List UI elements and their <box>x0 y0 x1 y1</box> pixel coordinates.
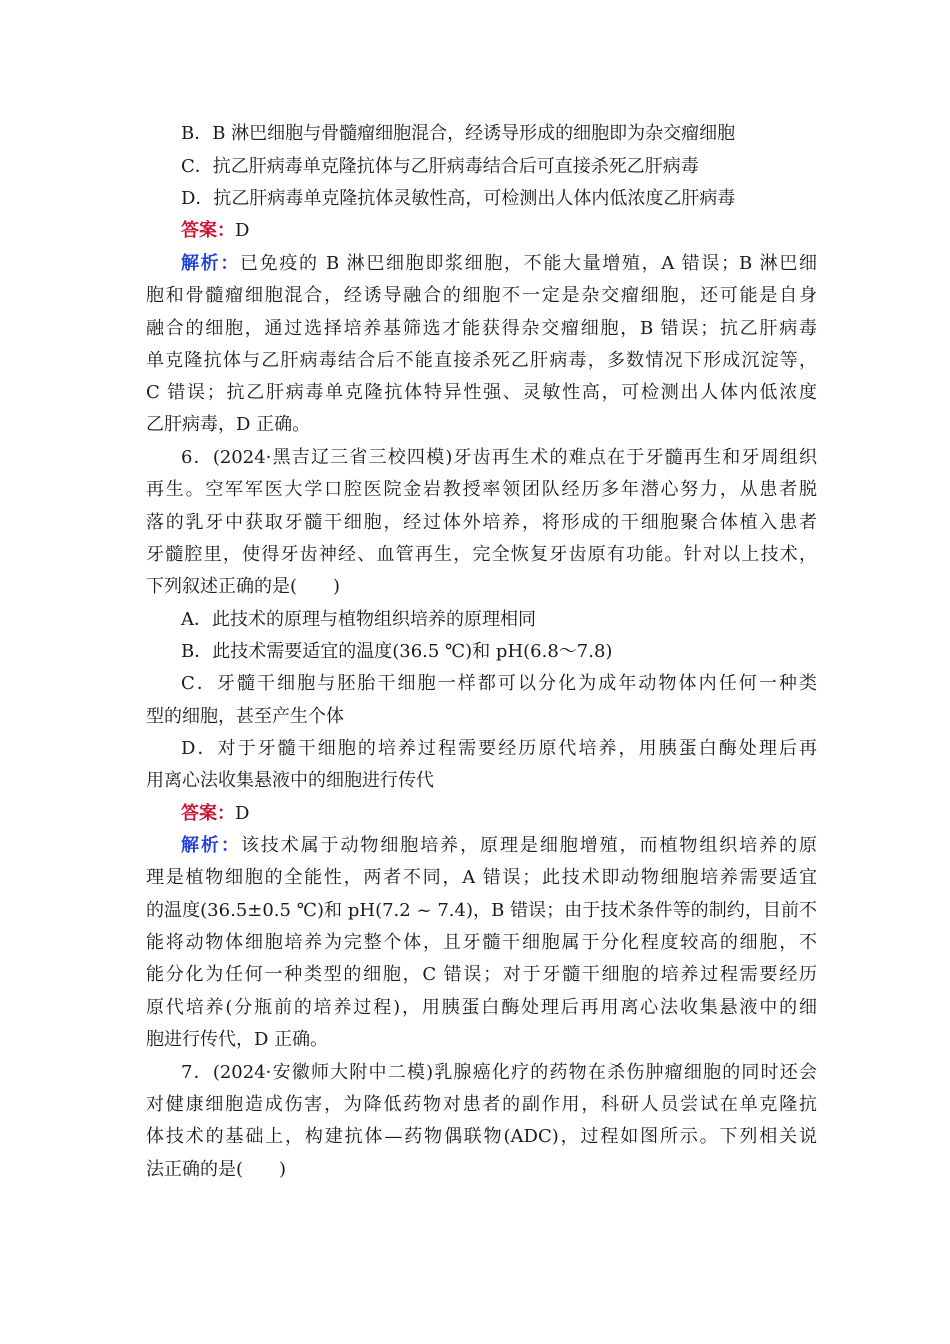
q5-analysis-line: 单克隆抗体与乙肝病毒结合后不能直接杀死乙肝病毒，多数情况下形成沉淀等， <box>146 350 817 371</box>
q5-option-d: D．抗乙肝病毒单克隆抗体灵敏性高，可检测出人体内低浓度乙肝病毒 <box>181 188 736 209</box>
q5-analysis-line: C 错误；抗乙肝病毒单克隆抗体特异性强、灵敏性高，可检测出人体内低浓度 <box>146 382 817 403</box>
q6-analysis-line: 理是植物细胞的全能性，两者不同，A 错误；此技术即动物细胞培养需要适宜 <box>146 867 817 888</box>
answer-label: 答案： <box>181 803 235 824</box>
q6-analysis-line: 原代培养(分瓶前的培养过程)，用胰蛋白酶处理后再用离心法收集悬液中的细 <box>146 997 817 1018</box>
answer-value: D <box>235 220 250 241</box>
analysis-label: 解析： <box>181 835 241 856</box>
q5-option-c: C．抗乙肝病毒单克隆抗体与乙肝病毒结合后可直接杀死乙肝病毒 <box>181 156 699 177</box>
q6-analysis-line: 解析：该技术属于动物细胞培养，原理是细胞增殖，而植物组织培养的原 <box>181 835 818 856</box>
q6-option-c-line: C．牙髓干细胞与胚胎干细胞一样都可以分化为成年动物体内任何一种类 <box>181 673 817 694</box>
q5-analysis-line: 解析：已免疫的 B 淋巴细胞即浆细胞，不能大量增殖，A 错误；B 淋巴细 <box>181 253 817 274</box>
q6-option-b: B．此技术需要适宜的温度(36.5 ℃)和 pH(6.8～7.8) <box>181 641 613 662</box>
q6-stem-line: 再生。空军军医大学口腔医院金岩教授率领团队经历多年潜心努力，从患者脱 <box>146 479 817 500</box>
q7-stem-line: 7．(2024·安徽师大附中二模)乳腺癌化疗的药物在杀伤肿瘤细胞的同时还会 <box>181 1062 817 1083</box>
q6-analysis-line: 能将动物体细胞培养为完整个体，且牙髓干细胞属于分化程度较高的细胞，不 <box>146 932 817 953</box>
q7-stem-line: 法正确的是( ) <box>146 1159 287 1180</box>
q6-stem-line: 下列叙述正确的是( ) <box>146 576 341 597</box>
q6-option-d-line: D．对于牙髓干细胞的培养过程需要经历原代培养，用胰蛋白酶处理后再 <box>181 738 817 759</box>
q6-analysis-line: 胞进行传代，D 正确。 <box>146 1029 329 1050</box>
analysis-label: 解析： <box>181 253 240 274</box>
q6-stem-line: 6．(2024·黑吉辽三省三校四模)牙齿再生术的难点在于牙髓再生和牙周组织 <box>181 447 817 468</box>
answer-value: D <box>235 803 250 824</box>
q5-analysis-line: 胞和骨髓瘤细胞混合，经诱导融合的细胞不一定是杂交瘤细胞，还可能是自身 <box>146 285 817 306</box>
answer-label: 答案： <box>181 220 235 241</box>
q5-option-b: B．B 淋巴细胞与骨髓瘤细胞混合，经诱导形成的细胞即为杂交瘤细胞 <box>181 123 736 144</box>
q6-stem-line: 牙髓腔里，使得牙齿神经、血管再生，完全恢复牙齿原有功能。针对以上技术， <box>146 544 817 565</box>
q6-analysis-line: 的温度(36.5±0.5 ℃)和 pH(7.2 ~ 7.4)，B 错误；由于技术条件等的制约，目前不 <box>146 900 817 921</box>
q6-stem-line: 落的乳牙中获取牙髓干细胞，经过体外培养，将形成的干细胞聚合体植入患者 <box>146 512 817 533</box>
q6-option-d-line: 用离心法收集悬液中的细胞进行传代 <box>146 770 434 791</box>
q5-analysis-line: 融合的细胞，通过选择培养基筛选才能获得杂交瘤细胞，B 错误；抗乙肝病毒 <box>146 318 817 339</box>
q6-option-a: A．此技术的原理与植物组织培养的原理相同 <box>181 609 536 630</box>
q5-analysis-line: 乙肝病毒，D 正确。 <box>146 414 311 435</box>
q6-answer <box>181 802 249 826</box>
q6-analysis-line: 能分化为任何一种类型的细胞，C 错误；对于牙髓干细胞的培养过程需要经历 <box>146 964 817 985</box>
q5-answer <box>181 219 249 243</box>
q6-option-c-line: 型的细胞，甚至产生个体 <box>146 706 344 727</box>
q7-stem-line: 对健康细胞造成伤害，为降低药物对患者的副作用，科研人员尝试在单克隆抗 <box>146 1094 817 1115</box>
q7-stem-line: 体技术的基础上，构建抗体—药物偶联物(ADC)，过程如图所示。下列相关说 <box>146 1126 817 1147</box>
